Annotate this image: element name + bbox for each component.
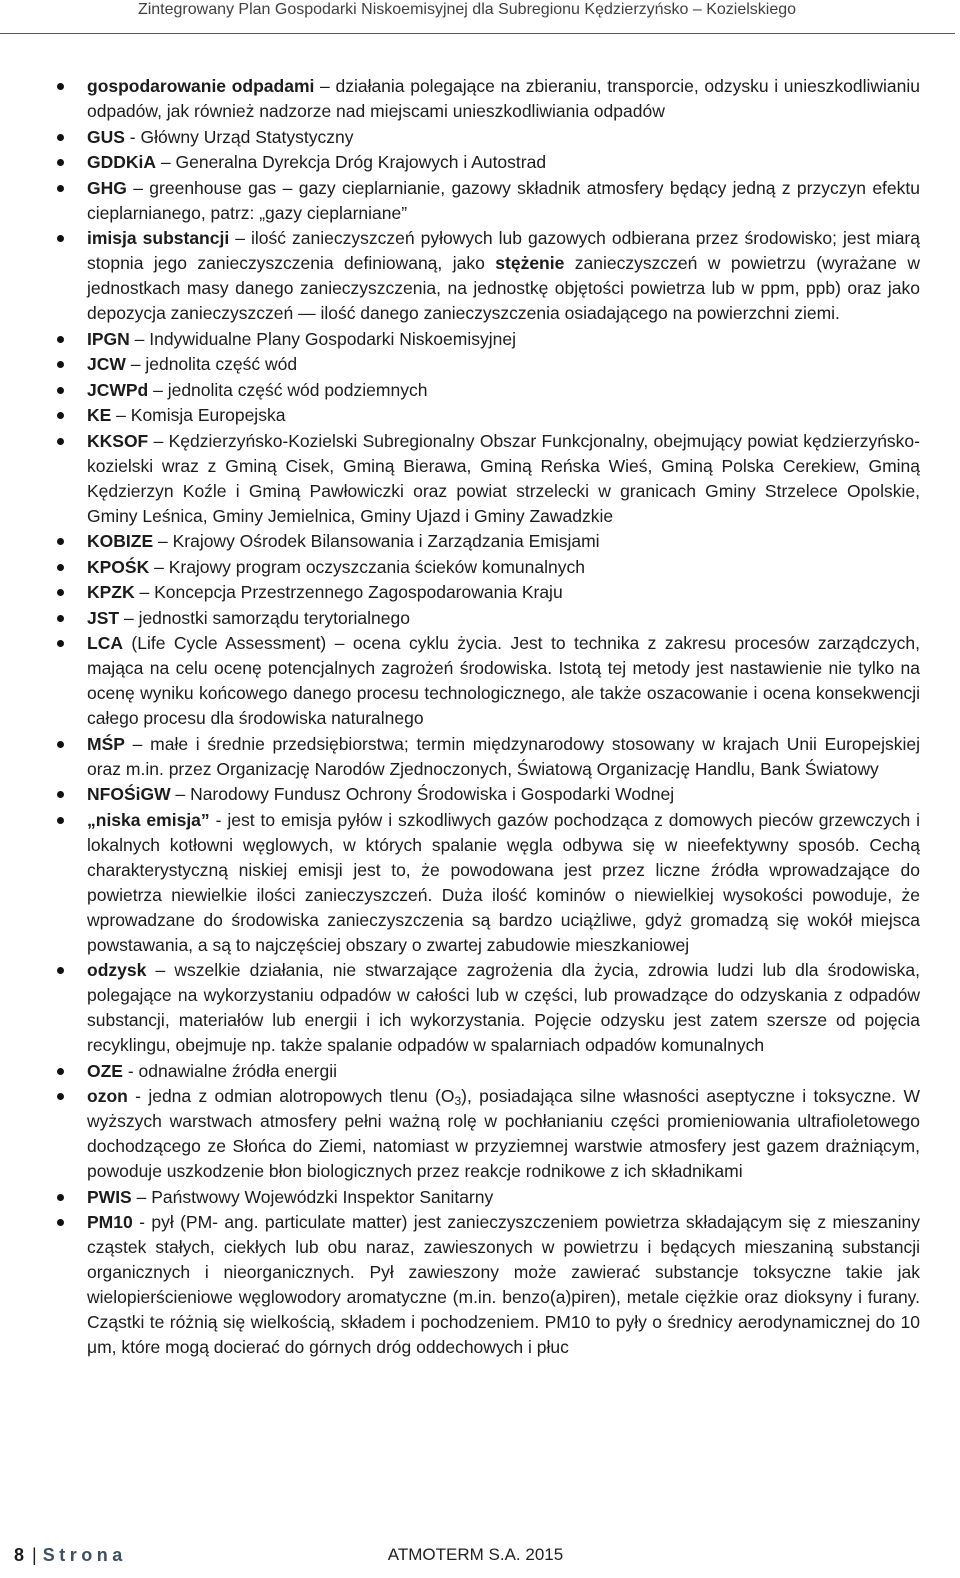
- bullet-icon: [57, 1194, 64, 1201]
- bullet-icon: [57, 83, 64, 90]
- footer-company: ATMOTERM S.A. 2015: [387, 1545, 564, 1564]
- glossary-definition: – działania polegające na zbieraniu, transporcie, odzysku i unieszkodliwianiu odpadów, jak również nadzorze nad miejscami unieszkodliwiania odpadów: [87, 76, 920, 121]
- glossary-definition: – Komisja Europejska: [111, 405, 286, 425]
- header-divider: [0, 33, 955, 34]
- glossary-term: MŚP: [87, 733, 125, 754]
- page-number: 8: [14, 1545, 25, 1565]
- bullet-icon: [57, 640, 64, 647]
- glossary-item: [87, 580, 920, 605]
- glossary-item: [87, 429, 920, 529]
- bullet-icon: [57, 412, 64, 419]
- glossary-definition: – jednostki samorządu terytorialnego: [119, 607, 410, 628]
- glossary-term: GUS: [87, 126, 125, 147]
- glossary-item: [87, 125, 920, 150]
- glossary-term: JCW: [87, 354, 126, 374]
- bullet-icon: [57, 387, 64, 394]
- bullet-icon: [57, 538, 64, 545]
- glossary-item: [87, 606, 920, 631]
- glossary-item: [87, 74, 920, 124]
- glossary-definition-continued: ), posiadająca silne własności aseptyczne i toksyczne. W wyższych warstwach atmosfery pełni ważną rolę w pochłanianiu części promieniowania ultrafioletowego dochodzącego ze Słońca do Ziemi, natomiast w przyziemnej warstwie atmosfery jest gazem drażniącym, powoduje uszkodzenie błon biologicznych przez reakcje rodnikowe z ich składnikami: [87, 1086, 920, 1181]
- glossary-term: OZE: [87, 1060, 123, 1081]
- glossary-term: LCA: [87, 633, 123, 653]
- bullet-icon: [57, 589, 64, 596]
- glossary-term: PM10: [87, 1212, 133, 1232]
- glossary-item: [87, 378, 920, 403]
- bullet-icon: [57, 791, 64, 798]
- glossary-item: [87, 150, 920, 175]
- glossary-term: KPZK: [87, 582, 135, 602]
- glossary-term: GDDKiA: [87, 152, 157, 172]
- bullet-icon: [57, 235, 64, 242]
- bullet-icon: [57, 615, 64, 622]
- glossary-definition: – ilość zanieczyszczeń pyłowych lub gazowych odbierana przez środowisko; jest miarą stopnia jego zanieczyszczenia definiowaną, jako: [87, 228, 920, 273]
- glossary-term: KKSOF: [87, 430, 149, 451]
- glossary-definition: - jedna z odmian alotropowych tlenu (O: [127, 1086, 455, 1106]
- glossary-definition: – Kędzierzyńsko-Kozielski Subregionalny Obszar Funkcjonalny, obejmujący powiat kędzierzyńsko-kozielski wraz z Gminą Cisek, Gminą Bierawa, Gminą Reńska Wieś, Gminą Polska Cerekiew, Gminą Kędzierzyn Koźle i Gminą Pawłowiczki oraz powiat strzelecki w granicach Gminy Strzelece Opolskie, Gminy Leśnica, Gminy Jemielnica, Gminy Ujazd i Gminy Zawadzkie: [87, 430, 920, 526]
- glossary-item: [87, 327, 920, 352]
- bullet-icon: [57, 336, 64, 343]
- glossary-definition: - Główny Urząd Statystyczny: [124, 126, 354, 147]
- glossary-definition-continued: zanieczyszczeń w powietrzu (wyrażane w jednostkach masy danego zanieczyszczenia, na jednostkę objętości powietrza lub w ppm, ppb) oraz jako depozycja zanieczyszczeń — ilość danego zanieczyszczenia osiadającego na powierzchni ziemi.: [87, 253, 920, 323]
- bullet-icon: [57, 1219, 64, 1226]
- bullet-icon: [57, 1068, 64, 1075]
- glossary-item: [87, 1210, 920, 1360]
- glossary-definition: – Generalna Dyrekcja Dróg Krajowych i Autostrad: [156, 152, 547, 172]
- glossary-item: [87, 631, 920, 731]
- glossary-term: GHG: [87, 177, 127, 198]
- glossary-term: KE: [87, 405, 112, 425]
- glossary-definition: – Indywidualne Plany Gospodarki Niskoemisyjnej: [129, 328, 516, 349]
- glossary-definition: – Państwowy Wojewódzki Inspektor Sanitarny: [131, 1186, 494, 1207]
- glossary-definition: – Koncepcja Przestrzennego Zagospodarowania Kraju: [134, 582, 563, 602]
- bullet-icon: [57, 438, 64, 445]
- glossary-item: [87, 1084, 920, 1184]
- glossary-definition: - odnawialne źródła energii: [122, 1060, 338, 1081]
- glossary-term: odzysk: [87, 960, 147, 980]
- glossary-item: [87, 782, 920, 807]
- glossary-emphasis: stężenie: [495, 253, 565, 273]
- glossary-definition: – wszelkie działania, nie stwarzające zagrożenia dla życia, zdrowia ludzi lub dla środowiska, polegające na wykorzystaniu odpadów w całości lub w części, lub prowadzące do odzyskania z odpadów substancji, materiałów lub energii i ich wykorzystania. Pojęcie odzysku jest zatem szersze od pojęcia recyklingu, obejmuje np. także spalanie odpadów w spalarniach odpadów komunalnych: [87, 960, 920, 1055]
- glossary-term: IPGN: [87, 328, 130, 349]
- glossary-definition: – jednolita część wód podziemnych: [148, 379, 428, 400]
- page-header-title: Zintegrowany Plan Gospodarki Niskoemisyjnej dla Subregionu Kędzierzyńsko – Kozielskiego: [137, 1, 797, 18]
- glossary-definition: (Life Cycle Assessment) – ocena cyklu życia. Jest to technika z zakresu procesów zarządczych, mająca na celu ocenę potencjalnych zagrożeń środowiska. Istotą tej metody jest nastawienie nie tylko na ocenę wyniku końcowego danego procesu technologicznego, ale także oszacowanie i ocena konsekwencji całego procesu dla środowiska naturalnego: [87, 633, 920, 728]
- bullet-icon: [57, 817, 64, 824]
- glossary-item: [87, 1059, 920, 1084]
- glossary-item: [87, 403, 920, 428]
- glossary-definition: - jest to emisja pyłów i szkodliwych gazów pochodząca z domowych pieców grzewczych i lokalnych kotłowni węglowych, w których spalanie węgla odbywa się w nieefektywny sposób. Cechą charakterystyczną niskiej emisji jest to, że powodowana jest przez liczne źródła wprowadzające do powietrza niewielkie ilości zanieczyszczeń. Duża ilość kominów o niewielkiej wysokości powoduje, że wprowadzane do środowiska zanieczyszczenia są bardzo uciążliwe, gdyż gromadzą się wokół miejsca powstawania, a są to najczęściej obszary o zwartej zabudowie mieszkaniowej: [87, 809, 920, 955]
- glossary-definition: – Narodowy Fundusz Ochrony Środowiska i Gospodarki Wodnej: [170, 784, 675, 804]
- glossary-item: [87, 958, 920, 1058]
- bullet-icon: [57, 361, 64, 368]
- glossary-term: gospodarowanie odpadami: [87, 76, 315, 96]
- bullet-icon: [57, 1093, 64, 1100]
- glossary-term: imisja substancji: [87, 228, 230, 248]
- glossary-item: [87, 226, 920, 326]
- glossary-item: [87, 1185, 920, 1210]
- glossary-term: ozon: [87, 1086, 128, 1106]
- glossary-definition: – Krajowy program oczyszczania ścieków komunalnych: [149, 556, 585, 577]
- bullet-icon: [57, 159, 64, 166]
- glossary-definition: – Krajowy Ośrodek Bilansowania i Zarządzania Emisjami: [153, 531, 600, 551]
- glossary-item: [87, 352, 920, 377]
- chemical-subscript: 3: [454, 1094, 462, 1108]
- glossary-item: [87, 529, 920, 554]
- glossary-term: KOBIZE: [87, 531, 154, 551]
- glossary-list: [87, 74, 920, 1361]
- glossary-definition: – jednolita część wód: [125, 354, 298, 374]
- bullet-icon: [57, 564, 64, 571]
- glossary-item: [87, 176, 920, 226]
- glossary-item: [87, 808, 920, 958]
- glossary-term: JCWPd: [87, 379, 149, 400]
- glossary-term: JST: [87, 607, 120, 628]
- glossary-definition: - pył (PM- ang. particulate matter) jest zanieczyszczeniem powietrza składającym się z mieszaniny cząstek stałych, ciekłych lub obu naraz, zawieszonych w powietrzu i będących mieszaniną substancji organicznych i nieorganicznych. Pył zawieszony może zawierać substancje toksyczne takie jak wielopierścieniowe węglowodory aromatyczne (m.in. benzo(a)piren), metale ciężkie oraz dioksyny i furany. Cząstki te różnią się wielkością, składem i pochodzeniem. PM10 to pyły o średnicy aerodynamicznej do 10 μm, które mogą docierać do górnych dróg oddechowych i płuc: [87, 1212, 920, 1357]
- bullet-icon: [57, 741, 64, 748]
- glossary-definition: – małe i średnie przedsiębiorstwa; termin międzynarodowy stosowany w krajach Unii Europejskiej oraz m.in. przez Organizację Narodów Zjednoczonych, Światową Organizację Handlu, Bank Światowy: [87, 733, 920, 779]
- bullet-icon: [57, 134, 64, 141]
- glossary-term: NFOŚiGW: [87, 784, 171, 804]
- glossary-definition: – greenhouse gas – gazy cieplarnianie, gazowy składnik atmosfery będący jedną z przyczyn efektu cieplarnianego, patrz: „gazy cieplarniane”: [87, 177, 920, 223]
- page-label: Strona: [42, 1545, 127, 1565]
- bullet-icon: [57, 967, 64, 974]
- glossary-item: [87, 732, 920, 782]
- glossary-item: [87, 555, 920, 580]
- glossary-term: PWIS: [87, 1186, 132, 1207]
- bullet-icon: [57, 185, 64, 192]
- glossary-term: „niska emisja”: [87, 809, 210, 830]
- footer-separator: |: [32, 1545, 37, 1565]
- glossary-term: KPOŚK: [87, 556, 150, 577]
